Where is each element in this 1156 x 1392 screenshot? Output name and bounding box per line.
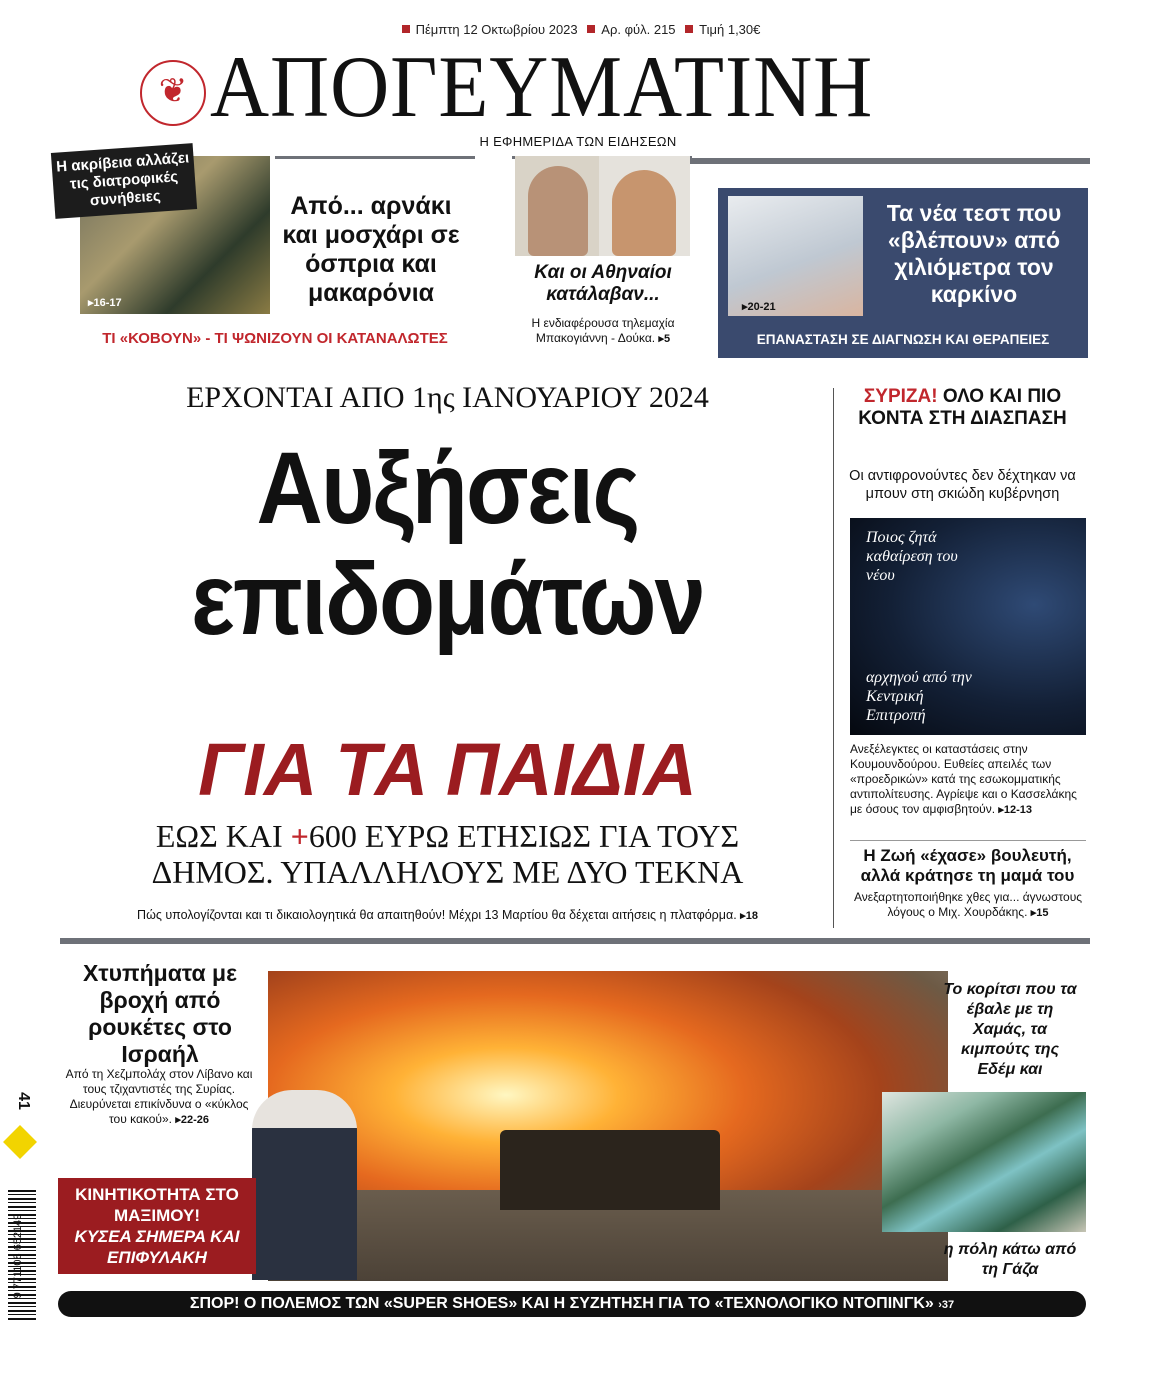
maximou-line2: ΚΥΣΕΑ ΣΗΜΕΡΑ ΚΑΙ ΕΠΙΦΥΛΑΚΗ xyxy=(74,1227,240,1267)
syriza-headline[interactable]: ΣΥΡΙΖΑ! ΟΛΟ ΚΑΙ ΠΙΟ ΚΟΝΤΑ ΣΤΗ ΔΙΑΣΠΑΣΗ xyxy=(858,386,1067,429)
page-ref: ▸16-17 xyxy=(88,297,122,309)
edition-number: 41 xyxy=(14,1092,32,1110)
teaser-headline[interactable]: Και οι Αθηναίοι κατάλαβαν... xyxy=(534,262,672,305)
teaser-kicker: ΤΙ «ΚΟΒΟΥΝ» - ΤΙ ΨΩΝΙΖΟΥΝ ΟΙ ΚΑΤΑΝΑΛΩΤΕΣ xyxy=(102,330,448,347)
divider xyxy=(275,156,475,159)
main-kicker: ΕΡΧΟΝΤΑΙ ΑΠΟ 1ης ΙΑΝΟΥΑΡΙΟΥ 2024 xyxy=(186,381,709,414)
logo-emblem-icon: ❦ xyxy=(140,60,206,126)
teaser-subhead: Η ενδιαφέρουσα τηλεμαχία Μπακογιάννη - Δούκα. ▸5 xyxy=(531,316,675,345)
kibbutz-caption: η πόλη κάτω από τη Γάζα xyxy=(943,1241,1077,1278)
main-headline-line1[interactable]: Αυξήσεις xyxy=(256,431,639,545)
column-divider xyxy=(833,388,834,928)
yellow-diamond-icon xyxy=(3,1125,37,1159)
teaser-kicker: ΕΠΑΝΑΣΤΑΣΗ ΣΕ ΔΙΑΓΝΩΣΗ ΚΑΙ ΘΕΡΑΠΕΙΕΣ xyxy=(756,332,1050,347)
zoi-body: Ανεξαρτητοποιήθηκε χθες για... άγνωστους λόγους ο Μιχ. Χουρδάκης. ▸15 xyxy=(853,890,1083,919)
photo-caption-bottom: αρχηγού από την Κεντρική Επιτροπή xyxy=(866,669,972,724)
israel-subhead: Από τη Χεζμπολάχ στον Λίβανο και τους τζιχαντιστές της Συρίας. Διευρύνεται επικίνδυνα ο «κύκλος του κακού». ▸22-26 xyxy=(65,1067,253,1126)
divider xyxy=(690,158,1090,164)
syriza-body: Ανεξέλεγκτες οι καταστάσεις στην Κουμουνδούρου. Ευθείες απειλές των «προεδρικών» κατά της εσωκομματικής αντιπολίτευσης. Αγρίεψε και ο Κασσελάκης με όσους τον αμφισβητούν. ▸12-13 xyxy=(850,742,1077,816)
masthead-title: ΑΠΟΓΕΥΜΑΤΙΝΗ xyxy=(210,39,874,136)
maximou-line1: ΚΙΝΗΤΙΚΟΤΗΤΑ ΣΤΟ ΜΑΞΙΜΟΥ! xyxy=(75,1185,239,1225)
israel-headline[interactable]: Χτυπήματα με βροχή από ρουκέτες στο Ισραήλ xyxy=(82,960,237,1067)
date: Πέμπτη 12 Οκτωβρίου 2023 xyxy=(415,22,578,37)
main-headline-line2[interactable]: επιδομάτων xyxy=(191,542,704,656)
syriza-subhead: Οι αντιφρονούντες δεν δέχτηκαν να μπουν στη σκιώδη κυβέρνηση xyxy=(849,468,1076,502)
page-ref: ▸20-21 xyxy=(742,301,776,313)
dateline-bar xyxy=(0,22,1156,37)
divider xyxy=(850,840,1086,841)
price: Τιμή 1,30€ xyxy=(699,22,761,37)
kibbutz-headline[interactable]: Το κορίτσι που τα έβαλε με τη Χαμάς, τα κιμπούτς της Εδέμ και xyxy=(943,981,1077,1078)
kibbutz-aerial-photo xyxy=(882,1092,1086,1232)
barcode-number: 9 771108 652149 xyxy=(12,1213,24,1299)
teaser-headline[interactable]: Από... αρνάκι και μοσχάρι σε όσπρια και μακαρόνια xyxy=(282,192,460,307)
main-deck-line1: ΕΩΣ ΚΑΙ +600 ΕΥΡΩ ΕΤΗΣΙΩΣ ΓΙΑ ΤΟΥΣ xyxy=(155,818,740,854)
maximou-box[interactable] xyxy=(58,1178,256,1274)
section-divider xyxy=(60,938,1090,944)
teaser-badge: Η ακρίβεια αλλάζει τις διατροφικές συνήθειες xyxy=(51,143,197,219)
howitzer-silhouette xyxy=(500,1130,720,1210)
prime-minister-photo xyxy=(252,1090,357,1280)
lab-photo xyxy=(728,196,863,316)
bullet-square-icon xyxy=(402,25,410,33)
bullet-square-icon xyxy=(685,25,693,33)
zoi-headline[interactable]: Η Ζωή «έχασε» βουλευτή, αλλά κράτησε τη μαμά του xyxy=(860,846,1075,885)
teaser-headline[interactable]: Τα νέα τεστ που «βλέπουν» από χιλιόμετρα τον καρκίνο xyxy=(886,200,1062,307)
masthead-tagline: Η ΕΦΗΜΕΡΙΔΑ ΤΩΝ ΕΙΔΗΣΕΩΝ xyxy=(479,134,677,149)
bullet-square-icon xyxy=(587,25,595,33)
issue-number: Αρ. φύλ. 215 xyxy=(601,22,676,37)
sport-banner[interactable]: ΣΠΟΡ! Ο ΠΟΛΕΜΟΣ ΤΩΝ «SUPER SHOES» ΚΑΙ Η ΣΥΖΗΤΗΣΗ ΓΙΑ ΤΟ «ΤΕΧΝΟΛΟΓΙΚΟ ΝΤΟΠΙΝΓΚ» ›37 xyxy=(58,1291,1086,1317)
portrait-right xyxy=(612,170,676,256)
main-deck-line2: ΔΗΜΟΣ. ΥΠΑΛΛΗΛΟΥΣ ΜΕ ΔΥΟ ΤΕΚΝΑ xyxy=(151,854,744,890)
main-headline-line3[interactable]: ΓΙΑ ΤΑ ΠΑΙΔΙΑ xyxy=(198,728,697,811)
photo-caption-top: Ποιος ζητά καθαίρεση του νέου xyxy=(866,529,958,584)
main-note: Πώς υπολογίζονται και τι δικαιολογητικά θα απαιτηθούν! Μέχρι 13 Μαρτίου θα δέχεται αιτήσεις η πλατφόρμα. ▸18 xyxy=(137,908,758,922)
portrait-left xyxy=(528,166,588,256)
